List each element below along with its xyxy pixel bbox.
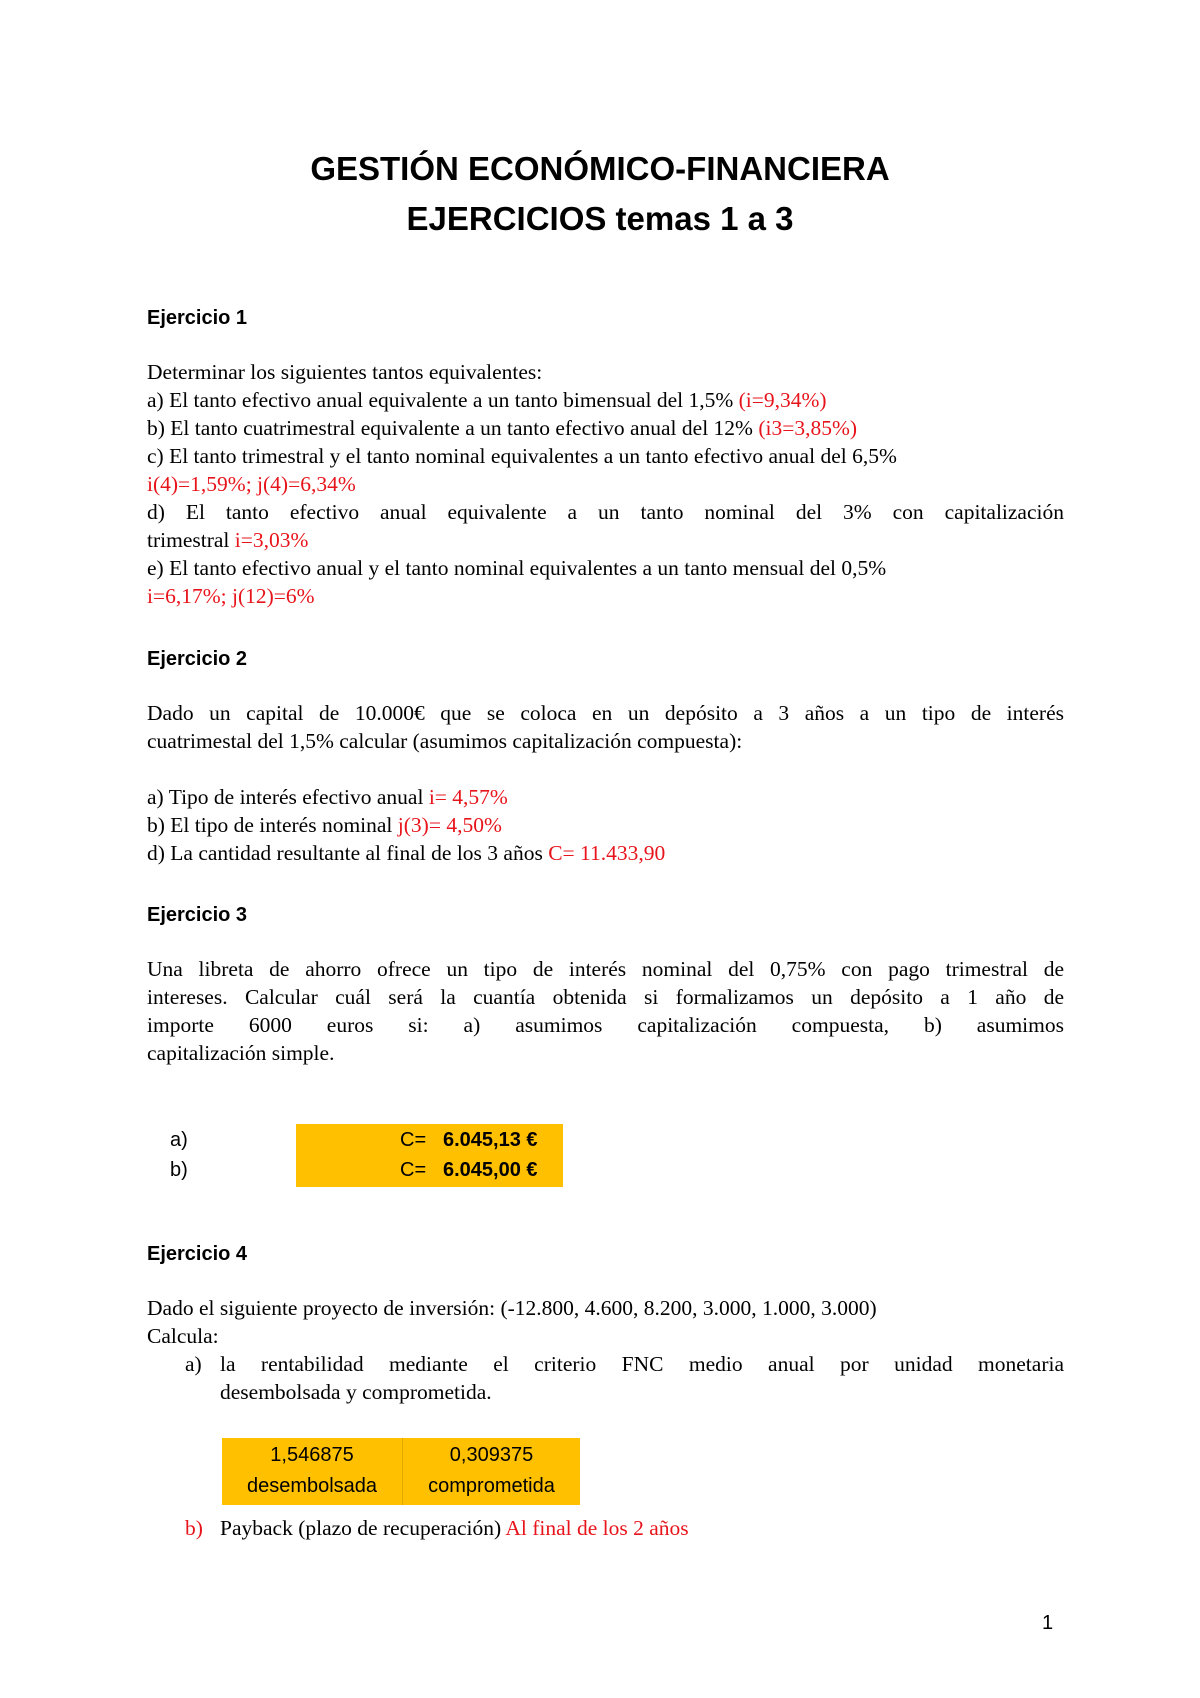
exercise-4-result-value-1: 1,546875 xyxy=(270,1444,354,1466)
exercise-4-item-b-label: b) xyxy=(185,1516,203,1540)
answer-text: j(3)= 4,50% xyxy=(397,813,502,837)
exercise-3-result-value-a: 6.045,13 € xyxy=(443,1129,538,1151)
exercise-3-result-key-a: C= xyxy=(400,1129,427,1151)
exercise-1-item-a xyxy=(147,388,827,413)
exercise-3-heading: Ejercicio 3 xyxy=(147,904,248,926)
exercise-1-intro: Determinar los siguientes tantos equivalentes: xyxy=(147,360,543,384)
exercise-4-item-a-text: la rentabilidad mediante el criterio FNC medio anual por unidad monetaria xyxy=(220,1352,1064,1376)
item-text: a) Tipo de interés efectivo anual xyxy=(147,785,424,809)
item-text: b) El tipo de interés nominal xyxy=(147,813,393,837)
exercise-3-paragraph-3: importe 6000 euros si: a) asumimos capitalización compuesta, b) asumimos xyxy=(147,1013,1064,1037)
exercise-4-result-value-2: 0,309375 xyxy=(449,1444,534,1466)
exercise-2-heading: Ejercicio 2 xyxy=(147,648,248,670)
answer-text: Al final de los 2 años xyxy=(505,1516,689,1540)
exercise-4-item-a-label: a) xyxy=(185,1352,202,1376)
exercise-1-item-b xyxy=(147,416,857,441)
exercise-1-item-e: e) El tanto efectivo anual y el tanto nominal equivalentes a un tanto mensual del 0,5% xyxy=(147,556,887,580)
exercise-1-item-c-answer: i(4)=1,59%; j(4)=6,34% xyxy=(147,472,356,496)
document-subtitle: EJERCICIOS temas 1 a 3 xyxy=(406,200,794,237)
exercise-4-heading: Ejercicio 4 xyxy=(147,1243,248,1265)
item-text: trimestral xyxy=(147,528,230,552)
answer-text: i=3,03% xyxy=(234,528,309,552)
item-text: d) La cantidad resultante al final de los 3 años xyxy=(147,841,543,865)
exercise-4-result-label-2: comprometida xyxy=(428,1475,555,1497)
exercise-4-item-b xyxy=(220,1516,689,1541)
page-number: 1 xyxy=(1042,1612,1054,1634)
exercise-3-result-value-b: 6.045,00 € xyxy=(443,1159,538,1181)
exercise-2-paragraph-2: cuatrimestal del 1,5% calcular (asumimos capitalización compuesta): xyxy=(147,729,743,753)
answer-text: i= 4,57% xyxy=(428,785,508,809)
answer-text: (i3=3,85%) xyxy=(758,416,858,440)
answer-text: (i=9,34%) xyxy=(738,388,827,412)
exercise-3-paragraph-2: intereses. Calcular cuál será la cuantía obtenida si formalizamos un depósito a 1 año de xyxy=(147,985,1064,1009)
exercise-3-result-label-a: a) xyxy=(170,1129,188,1151)
exercise-1-item-c: c) El tanto trimestral y el tanto nominal equivalentes a un tanto efectivo anual del 6,5% xyxy=(147,444,897,468)
exercise-3-paragraph-1: Una libreta de ahorro ofrece un tipo de interés nominal del 0,75% con pago trimestral de xyxy=(147,957,1064,981)
item-text: Payback (plazo de recuperación) xyxy=(220,1516,502,1540)
exercise-1-item-d-cont xyxy=(147,528,308,553)
exercise-1-heading: Ejercicio 1 xyxy=(147,307,248,329)
exercise-4-result-label-1: desembolsada xyxy=(246,1475,378,1497)
answer-text: C= 11.433,90 xyxy=(548,841,666,865)
document-title: GESTIÓN ECONÓMICO-FINANCIERA xyxy=(310,150,890,187)
exercise-3-result-key-b: C= xyxy=(400,1159,427,1181)
exercise-4-paragraph-1: Dado el siguiente proyecto de inversión: (-12.800, 4.600, 8.200, 3.000, 1.000, 3.000) xyxy=(147,1296,877,1320)
exercise-2-paragraph-1: Dado un capital de 10.000€ que se coloca en un depósito a 3 años a un tipo de interés xyxy=(147,701,1064,725)
exercise-1-item-e-answer: i=6,17%; j(12)=6% xyxy=(147,584,315,608)
item-text: a) El tanto efectivo anual equivalente a un tanto bimensual del 1,5% xyxy=(147,388,734,412)
item-text: b) El tanto cuatrimestral equivalente a un tanto efectivo anual del 12% xyxy=(147,416,753,440)
exercise-2-item-a xyxy=(147,785,508,810)
exercise-2-item-b xyxy=(147,813,502,838)
exercise-4-item-a-text-cont: desembolsada y comprometida. xyxy=(220,1380,492,1404)
exercise-2-item-d xyxy=(147,841,665,866)
exercise-4-paragraph-2: Calcula: xyxy=(147,1324,219,1348)
exercise-1-item-d: d) El tanto efectivo anual equivalente a un tanto nominal del 3% con capitalización xyxy=(147,500,1064,524)
exercise-3-result-label-b: b) xyxy=(170,1159,188,1181)
exercise-3-paragraph-4: capitalización simple. xyxy=(147,1041,335,1065)
